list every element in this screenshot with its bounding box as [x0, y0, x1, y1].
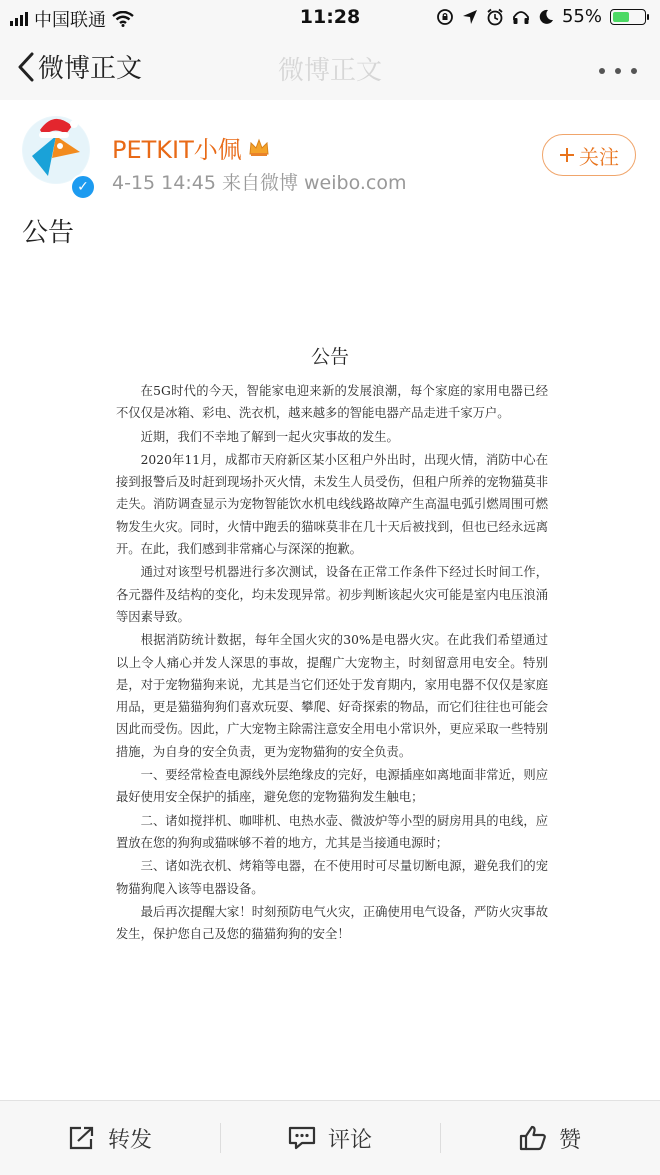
notice-paragraph: 在5G时代的今天，智能家电迎来新的发展浪潮，每个家庭的家用电器已经不仅仅是冰箱、彩电、洗衣机，越来越多的智能电器产品走进千家万户。	[116, 384, 548, 421]
status-right	[436, 6, 646, 27]
nav-bar	[0, 34, 660, 101]
battery-percent: 55%	[561, 6, 602, 27]
carrier-label: 中国联通	[34, 10, 106, 31]
more-options-button[interactable]	[598, 54, 638, 82]
repost-button[interactable]	[0, 1101, 220, 1175]
clock: 11:28	[299, 6, 361, 28]
comment-label: 评论	[327, 1127, 372, 1153]
headphones-icon	[512, 8, 530, 26]
crown-badge-icon	[248, 138, 270, 158]
like-button[interactable]	[440, 1101, 660, 1175]
repost-icon	[68, 1125, 96, 1151]
status-bar	[0, 0, 660, 34]
follow-button[interactable]	[542, 134, 636, 176]
bottom-toolbar	[0, 1100, 660, 1175]
ellipsis-icon	[598, 66, 638, 76]
notice-paragraph: 近期，我们不幸地了解到一起火灾事故的发生。	[140, 429, 399, 444]
notice-body	[116, 380, 548, 946]
plus-icon	[559, 147, 575, 163]
nav-title: 微博正文	[277, 56, 382, 86]
follow-label: 关注	[579, 144, 619, 169]
notice-paragraph: 一、要经常检查电源线外层绝缘皮的完好，电源插座如离地面非常近，则应最好使用安全保护的插座，避免您的宠物猫狗发生触电；	[116, 768, 548, 805]
notice-paragraph: 最后再次提醒大家！时刻预防电气火灾，正确使用电气设备，严防火灾事故发生，保护您自己及您的猫猫狗狗的安全！	[116, 904, 548, 942]
notice-paragraph: 三、诸如洗衣机、烤箱等电器，在不使用时可尽量切断电源，避免我们的宠物猫狗爬入该等电器设备。	[116, 859, 548, 896]
do-not-disturb-icon	[538, 9, 554, 25]
notice-paragraph: 二、诸如搅拌机、咖啡机、电热水壶、微波炉等小型的厨房用具的电线，应置放在您的狗狗或猫咪够不着的地方，尤其是当接通电源时；	[116, 813, 548, 850]
notice-title: 公告	[310, 346, 349, 368]
thumbs-up-icon	[519, 1125, 547, 1151]
alarm-icon	[486, 8, 504, 26]
comment-icon	[288, 1125, 316, 1151]
notice-image[interactable]	[0, 180, 660, 1120]
notice-paragraph: 2020年11月，成都市天府新区某小区租户外出时，出现火情，消防中心在接到报警后及时赶到现场扑灭火情，未发生人员受伤，但租户所养的宠物猫莫非走失。消防调查显示为宠物智能饮水机电线线路故障产生高温电弧引燃周围可燃物发生火灾。同时，火情中跑丢的猫咪莫非在几十天后被找到，但也已经永远离开。在此，我们感到非常痛心与深深的抱歉。	[116, 452, 548, 557]
back-label: 微博正文	[38, 54, 143, 84]
rotation-lock-icon	[436, 8, 454, 26]
comment-button[interactable]	[220, 1101, 440, 1175]
battery-icon	[610, 9, 646, 25]
repost-label: 转发	[107, 1127, 152, 1153]
notice-paragraph: 根据消防统计数据，每年全国火灾的30%是电器火灾。在此我们希望通过以上令人痛心并发人深思的事故，提醒广大宠物主，时刻留意用电安全。特别是，对于宠物猫狗来说，尤其是当它们还处于发育期内，家用电器不仅仅是家庭用品，更是猫猫狗狗们喜欢玩耍、攀爬、好奇探索的物品，而它们往往也可能会因此而受伤。因此，广大宠物主除需注意安全用电小常识外，更应采取一些特别措施，为自身的安全负责，更为宠物猫狗的安全负责。	[116, 633, 548, 759]
post-text: 公告	[22, 218, 75, 248]
location-icon	[462, 9, 478, 25]
like-label: 赞	[558, 1127, 581, 1153]
author-name[interactable]	[112, 130, 270, 165]
post-meta: 4-15 14:45 来自微博 weibo.com	[112, 172, 407, 194]
author-name-label: PETKIT小佩	[112, 136, 242, 164]
verified-badge-icon: ✓	[70, 174, 96, 200]
notice-paragraph: 通过对该型号机器进行多次测试，设备在正常工作条件下经过长时间工作，各元器件及结构的变化，均未发现异常。初步判断该起火灾可能是室内电压浪涌等因素导致。	[116, 565, 548, 624]
